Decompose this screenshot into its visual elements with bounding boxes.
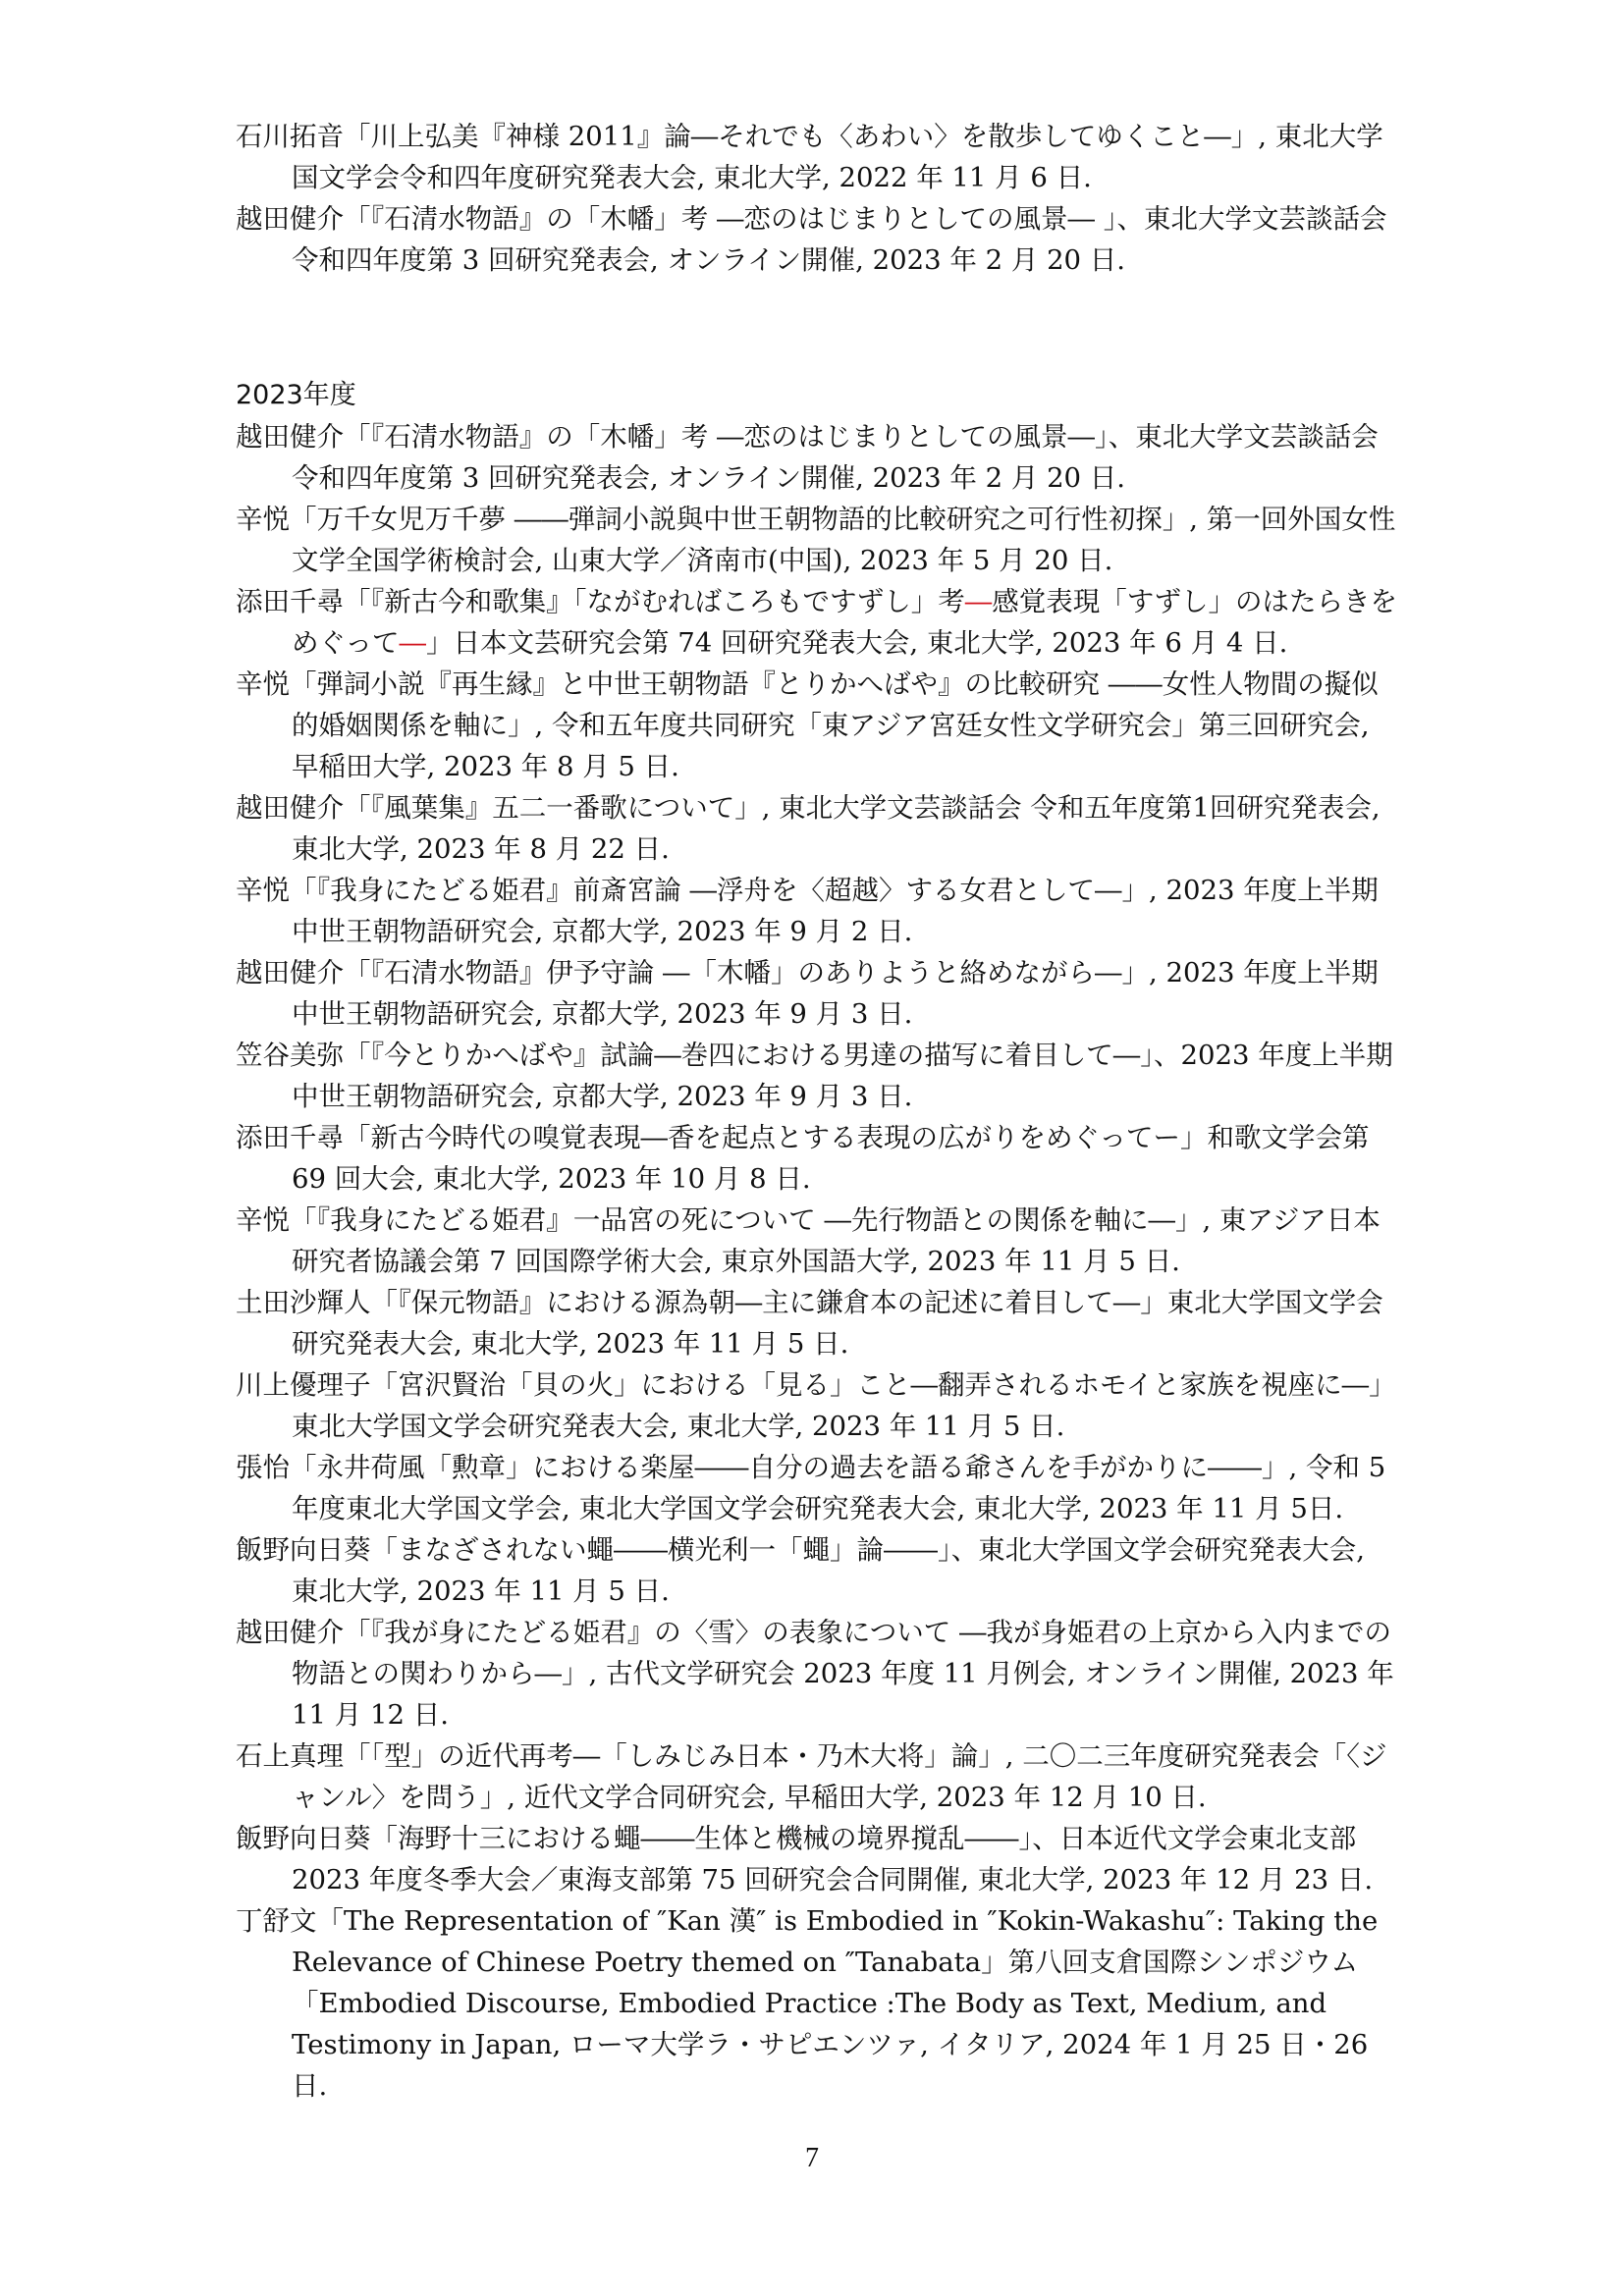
list-item: 越田健介「『我が身にたどる姫君』の〈雪〉の表象について ―我が身姫君の上京から入内までの物語との関わりから―」, 古代文学研究会 2023 年度 11 月例会, オンライン開催, 2023 年 11 月 12 日. — [236, 1617, 1394, 1731]
list-item: 越田健介「『風葉集』五二一番歌について」, 東北大学文芸談話会 令和五年度第1回研究発表会, 東北大学, 2023 年 8 月 22 日. — [236, 792, 1380, 865]
list-item: 川上優理子「宮沢賢治「貝の火」における「見る」こと―翻弄されるホモイと家族を視座に―」東北大学国文学会研究発表大会, 東北大学, 2023 年 11 月 5 日. — [236, 1369, 1396, 1442]
list-item: 石川拓音「川上弘美『神様 2011』論―それでも〈あわい〉を散歩してゆくこと―」, 東北大学国文学会令和四年度研究発表大会, 東北大学, 2022 年 11 月 6 日. — [236, 121, 1383, 193]
list-item: 土田沙輝人「『保元物語』における源為朝―主に鎌倉本の記述に着目して―」東北大学国文学会研究発表大会, 東北大学, 2023 年 11 月 5 日. — [236, 1287, 1383, 1360]
entry-text: 」日本文芸研究会第 74 回研究発表大会, 東北大学, 2023 年 6 月 4 日. — [425, 627, 1288, 659]
red-dash: ― — [399, 627, 426, 659]
list-item: 添田千尋「新古今時代の嗅覚表現―香を起点とする表現の広がりをめぐってー」和歌文学会第 69 回大会, 東北大学, 2023 年 10 月 8 日. — [236, 1122, 1370, 1195]
list-item: 飯野向日葵「まなざされない蠅――横光利一「蠅」論――」、東北大学国文学会研究発表大会, 東北大学, 2023 年 11 月 5 日. — [236, 1534, 1365, 1607]
list-item: 辛悦「『我身にたどる姫君』一品宮の死について ―先行物語との関係を軸に―」, 東アジア日本研究者協議会第 7 回国際学術大会, 東京外国語大学, 2023 年 11 月 5 日. — [236, 1204, 1380, 1277]
list-item: 越田健介「『石清水物語』伊予守論 ―「木幡」のありようと絡めながら―」, 2023 年度上半期中世王朝物語研究会, 京都大学, 2023 年 9 月 3 日. — [236, 957, 1379, 1030]
publication-list — [236, 116, 1399, 2107]
entry-text: 添田千尋「『新古今和歌集』「ながむればころもですずし」考 — [236, 586, 965, 617]
entry-text: 感覚表現「すずし」のはたらきをめぐって — [292, 586, 1398, 659]
list-item: 辛悦「万千女児万千夢 ――弾詞小説與中世王朝物語的比較研究之可行性初探」, 第一回外国女性文学全国学術検討会, 山東大学／済南市(中国), 2023 年 5 月 20 日. — [236, 504, 1396, 576]
list-item — [236, 581, 1399, 664]
list-item: 笠谷美弥「『今とりかへばや』試論―巻四における男達の描写に着目して―」、2023 年度上半期中世王朝物語研究会, 京都大学, 2023 年 9 月 3 日. — [236, 1040, 1393, 1112]
page-number: 7 — [805, 2143, 819, 2173]
list-item: 丁舒文「The Representation of ″Kan 漢″ is Embodied in ″Kokin-Wakashu″: Taking the Relevance of Chinese Poetry themed on ″Tanabata」第八回支倉国際シンポジウム「Embodied Discourse, Embodied Practice :The Body as Text, Medium, and Testimony in Japan, ローマ大学ラ・サピエンツァ, イタリア, 2024 年 1 月 25 日・26 日. — [236, 1905, 1379, 2102]
list-item: 辛悦「弾詞小説『再生縁』と中世王朝物語『とりかへばや』の比較研究 ――女性人物間の擬似的婚姻関係を軸に」, 令和五年度共同研究「東アジア宮廷女性文学研究会」第三回研究会, 早稲田大学, 2023 年 8 月 5 日. — [236, 668, 1379, 782]
list-item: 石上真理「「型」の近代再考―「しみじみ日本・乃木大将」論」, 二〇二三年度研究発表会「〈ジャンル〉を問う」, 近代文学合同研究会, 早稲田大学, 2023 年 12 月 10 日. — [236, 1740, 1387, 1813]
list-item: 越田健介「『石清水物語』の「木幡」考 ―恋のはじまりとしての風景―」、東北大学文芸談話会令和四年度第 3 回研究発表会, オンライン開催, 2023 年 2 月 20 日. — [236, 421, 1379, 494]
year-heading: 2023年度 — [236, 380, 356, 410]
red-dash: ― — [964, 586, 993, 617]
list-item: 張怡「永井荷風「勲章」における楽屋――自分の過去を語る爺さんを手がかりに――」, 令和 5 年度東北大学国文学会, 東北大学国文学会研究発表大会, 東北大学, 2023 年 11 月 5日. — [236, 1452, 1386, 1524]
list-item: 辛悦「『我身にたどる姫君』前斎宮論 ―浮舟を〈超越〉する女君として―」, 2023 年度上半期中世王朝物語研究会, 京都大学, 2023 年 9 月 2 日. — [236, 875, 1379, 947]
list-item: 飯野向日葵「海野十三における蠅――生体と機械の境界撹乱――」、日本近代文学会東北支部 2023 年度冬季大会／東海支部第 75 回研究会合同開催, 東北大学, 2023 年 12 月 23 日. — [236, 1823, 1374, 1896]
list-item: 越田健介「『石清水物語』の「木幡」考 ―恋のはじまりとしての風景― 」、東北大学文芸談話会令和四年度第 3 回研究発表会, オンライン開催, 2023 年 2 月 20 日. — [236, 203, 1387, 276]
